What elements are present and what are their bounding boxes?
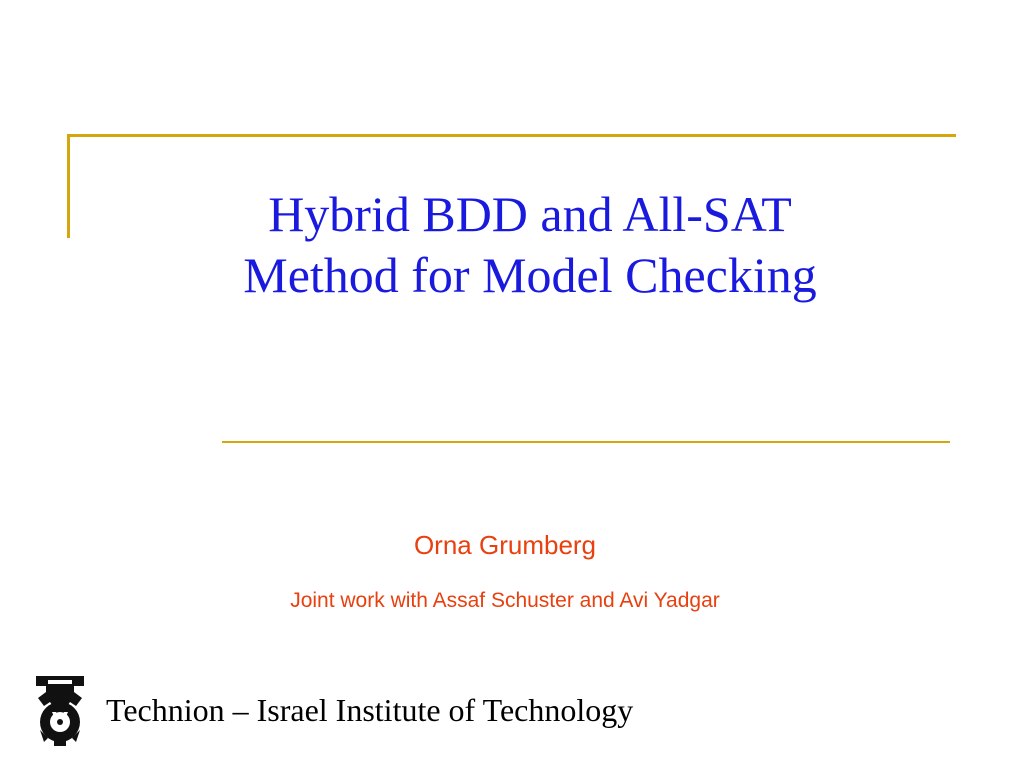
slide-title xyxy=(130,184,930,306)
institution-name: Technion – Israel Institute of Technology xyxy=(106,692,634,728)
technion-logo-icon xyxy=(30,672,90,748)
bottom-rule xyxy=(222,441,950,443)
top-rule xyxy=(67,134,956,137)
left-rule xyxy=(67,134,70,238)
slide-title-line-1: Hybrid BDD and All-SAT xyxy=(268,186,792,242)
slide-title-line-2: Method for Model Checking xyxy=(243,247,817,303)
author-name: Orna Grumberg xyxy=(413,530,597,560)
coauthors-line: Joint work with Assaf Schuster and Avi Yadgar xyxy=(290,589,720,612)
